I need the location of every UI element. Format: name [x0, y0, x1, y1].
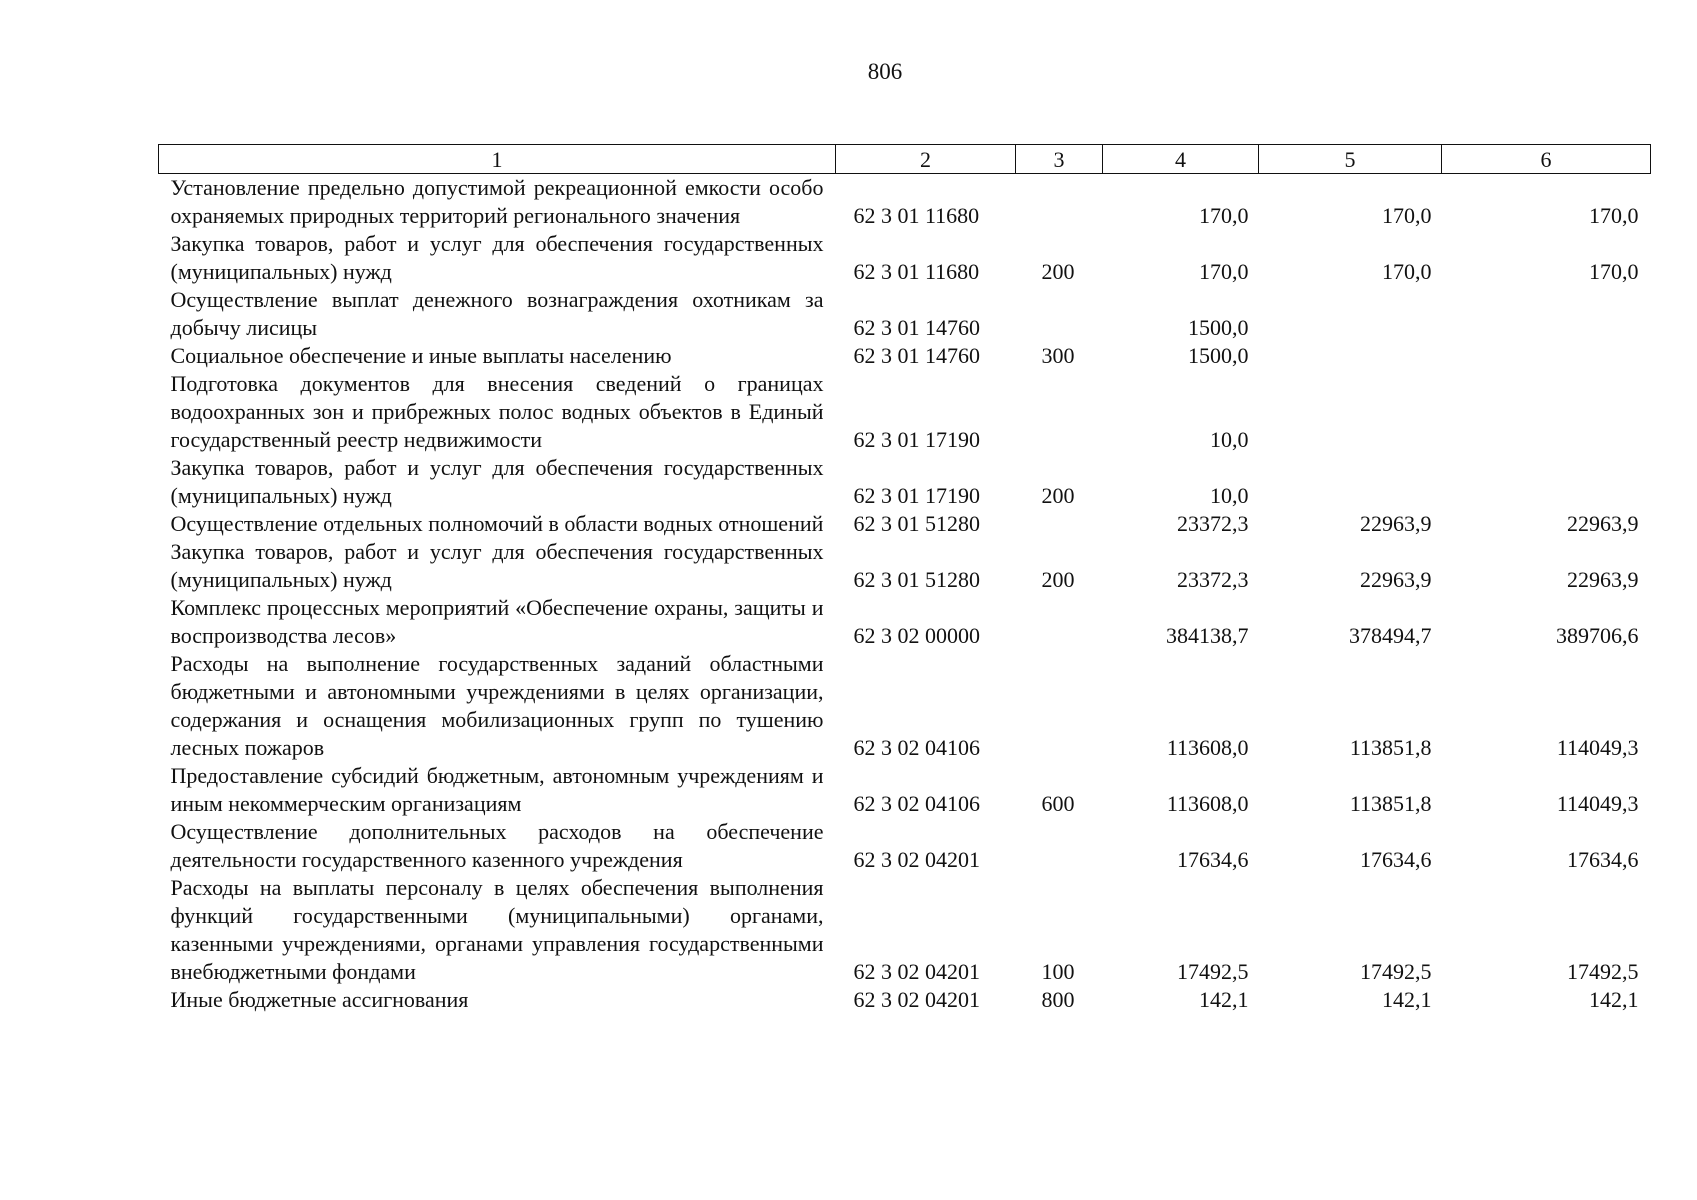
row-expense-type-cell: 200 — [1041, 567, 1075, 592]
row-value-6-cell: 114049,3 — [1556, 791, 1639, 816]
row-name-cell: Закупка товаров, работ и услуг для обеспечения государственных (муниципальных) нужд — [170, 539, 824, 592]
row-name-cell: Подготовка документов для внесения сведений о границах водоохранных зон и прибрежных полос водных объектов в Единый государственный реестр недвижимости — [170, 371, 824, 452]
table-row — [159, 874, 1651, 986]
row-value-6-cell: 114049,3 — [1556, 735, 1639, 760]
row-expense-type-cell — [1016, 370, 1103, 454]
row-expense-type-cell: 200 — [1041, 483, 1075, 508]
row-value-4-cell: 1500,0 — [1188, 315, 1249, 340]
row-value-5-cell: 22963,9 — [1360, 567, 1432, 592]
row-value-6-cell: 170,0 — [1589, 203, 1639, 228]
row-value-6-cell: 22963,9 — [1567, 567, 1639, 592]
row-value-5-cell — [1259, 370, 1442, 454]
column-header-1: 1 — [159, 145, 836, 174]
row-value-6-cell — [1442, 370, 1651, 454]
table-body — [159, 174, 1651, 1015]
row-value-4-cell: 1500,0 — [1188, 343, 1249, 368]
row-name-cell: Закупка товаров, работ и услуг для обеспечения государственных (муниципальных) нужд — [170, 231, 824, 284]
row-expense-type-cell: 100 — [1041, 959, 1075, 984]
table-row — [159, 818, 1651, 874]
row-value-6-cell: 170,0 — [1589, 259, 1639, 284]
row-name-cell: Закупка товаров, работ и услуг для обеспечения государственных (муниципальных) нужд — [170, 455, 824, 508]
row-name-cell: Социальное обеспечение и иные выплаты населению — [170, 343, 672, 368]
row-value-5-cell — [1259, 454, 1442, 510]
row-code-cell: 62 3 01 17190 — [853, 483, 980, 508]
row-value-5-cell: 17492,5 — [1360, 959, 1432, 984]
header-row — [159, 145, 1651, 174]
column-header-6: 6 — [1442, 145, 1651, 174]
row-name-cell: Иные бюджетные ассигнования — [170, 987, 469, 1012]
table-row — [159, 454, 1651, 510]
row-value-5-cell: 17634,6 — [1360, 847, 1432, 872]
table-row — [159, 286, 1651, 342]
table-row — [159, 538, 1651, 594]
row-value-5-cell: 378494,7 — [1349, 623, 1432, 648]
row-value-6-cell: 389706,6 — [1556, 623, 1639, 648]
table-row — [159, 762, 1651, 818]
budget-table — [158, 144, 1651, 1014]
row-code-cell: 62 3 02 00000 — [853, 623, 980, 648]
row-code-cell: 62 3 02 04106 — [853, 735, 980, 760]
row-expense-type-cell — [1016, 594, 1103, 650]
column-header-4: 4 — [1103, 145, 1259, 174]
row-value-5-cell: 170,0 — [1382, 259, 1432, 284]
row-code-cell: 62 3 02 04106 — [853, 791, 980, 816]
column-header-2: 2 — [836, 145, 1016, 174]
table-header — [159, 145, 1651, 174]
row-value-4-cell: 17634,6 — [1177, 847, 1249, 872]
row-name-cell: Предоставление субсидий бюджетным, автономным учреждениям и иным некоммерческим организациям — [170, 763, 824, 816]
row-code-cell: 62 3 01 11680 — [853, 203, 980, 228]
row-value-6-cell — [1442, 342, 1651, 370]
row-value-5-cell: 113851,8 — [1349, 735, 1432, 760]
row-code-cell: 62 3 01 14760 — [853, 343, 980, 368]
row-value-6-cell — [1442, 286, 1651, 342]
row-value-5-cell — [1259, 286, 1442, 342]
row-value-4-cell: 384138,7 — [1166, 623, 1249, 648]
row-value-5-cell: 113851,8 — [1349, 791, 1432, 816]
table-row — [159, 986, 1651, 1014]
row-name-cell: Осуществление отдельных полномочий в области водных отношений — [170, 511, 824, 536]
row-code-cell: 62 3 01 11680 — [853, 259, 980, 284]
row-code-cell: 62 3 01 14760 — [853, 315, 980, 340]
table-row — [159, 174, 1651, 231]
row-value-4-cell: 113608,0 — [1166, 735, 1249, 760]
row-value-4-cell: 10,0 — [1210, 427, 1249, 452]
row-name-cell: Установление предельно допустимой рекреационной емкости особо охраняемых природных территорий регионального значения — [170, 175, 824, 228]
row-value-5-cell: 142,1 — [1382, 987, 1432, 1012]
row-value-4-cell: 113608,0 — [1166, 791, 1249, 816]
row-code-cell: 62 3 02 04201 — [853, 847, 980, 872]
column-header-5: 5 — [1259, 145, 1442, 174]
row-value-4-cell: 23372,3 — [1177, 511, 1249, 536]
row-name-cell: Расходы на выполнение государственных заданий областными бюджетными и автономными учреждениями в целях организации, содержания и оснащения мобилизационных групп по тушению лесных пожаров — [170, 651, 824, 760]
row-value-4-cell: 170,0 — [1199, 203, 1249, 228]
row-expense-type-cell — [1016, 174, 1103, 231]
row-value-4-cell: 23372,3 — [1177, 567, 1249, 592]
row-name-cell: Расходы на выплаты персоналу в целях обеспечения выполнения функций государственными (муниципальными) органами, казенными учреждениями, органами управления государственными внебюджетными фондами — [170, 875, 824, 984]
row-expense-type-cell: 200 — [1041, 259, 1075, 284]
table-row — [159, 510, 1651, 538]
row-expense-type-cell — [1016, 818, 1103, 874]
row-code-cell: 62 3 01 51280 — [853, 567, 980, 592]
row-code-cell: 62 3 02 04201 — [853, 959, 980, 984]
row-value-4-cell: 170,0 — [1199, 259, 1249, 284]
row-expense-type-cell: 300 — [1041, 343, 1075, 368]
row-expense-type-cell: 800 — [1041, 987, 1075, 1012]
row-value-6-cell: 17492,5 — [1567, 959, 1639, 984]
row-value-6-cell — [1442, 454, 1651, 510]
page-number: 806 — [867, 59, 903, 84]
row-code-cell: 62 3 01 17190 — [853, 427, 980, 452]
row-value-5-cell — [1259, 342, 1442, 370]
row-value-4-cell: 10,0 — [1210, 483, 1249, 508]
row-value-5-cell: 170,0 — [1382, 203, 1432, 228]
table-row — [159, 342, 1651, 370]
row-expense-type-cell — [1016, 650, 1103, 762]
row-expense-type-cell: 600 — [1041, 791, 1075, 816]
row-code-cell: 62 3 02 04201 — [853, 987, 980, 1012]
row-code-cell: 62 3 01 51280 — [853, 511, 980, 536]
row-name-cell: Осуществление выплат денежного вознаграждения охотникам за добычу лисицы — [170, 287, 824, 340]
row-name-cell: Осуществление дополнительных расходов на обеспечение деятельности государственного казенного учреждения — [170, 819, 824, 872]
table-row — [159, 370, 1651, 454]
row-value-6-cell: 17634,6 — [1567, 847, 1639, 872]
row-value-4-cell: 17492,5 — [1177, 959, 1249, 984]
row-expense-type-cell — [1016, 286, 1103, 342]
table-row — [159, 594, 1651, 650]
row-value-6-cell: 22963,9 — [1567, 511, 1639, 536]
row-name-cell: Комплекс процессных мероприятий «Обеспечение охраны, защиты и воспроизводства лесов» — [170, 595, 824, 648]
row-expense-type-cell — [1016, 510, 1103, 538]
row-value-5-cell: 22963,9 — [1360, 511, 1432, 536]
row-value-4-cell: 142,1 — [1199, 987, 1249, 1012]
column-header-3: 3 — [1016, 145, 1103, 174]
table-row — [159, 230, 1651, 286]
table-row — [159, 650, 1651, 762]
row-value-6-cell: 142,1 — [1589, 987, 1639, 1012]
